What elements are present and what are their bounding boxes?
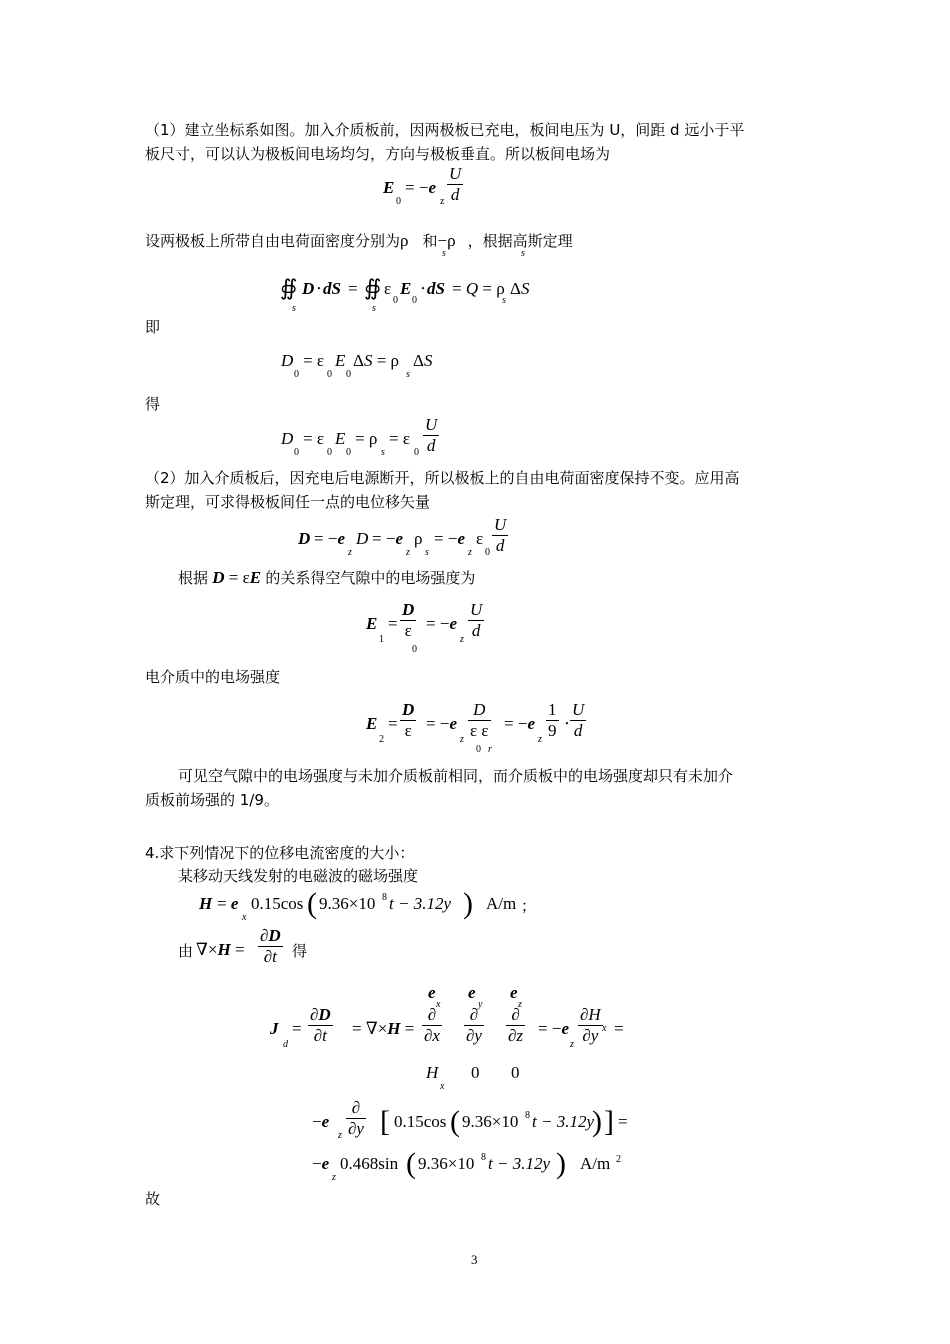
paragraph-line: 质板前场强的 1/9。 [145,791,279,809]
paragraph-line: 板尺寸，可以认为极板间电场均匀，方向与极板垂直。所以板间电场为 [145,145,611,163]
paragraph-line: 故 [145,1190,161,1208]
paragraph-line: （2）加入介质板后，因充电后电源断开，所以极板上的自由电荷面密度保持不变。应用高 [145,469,740,487]
paragraph-line: 得 [145,395,161,413]
paragraph-line: 由 [178,942,194,960]
paragraph-line: （1）建立坐标系如图。加入介质板前，因两极板已充电，板间电压为 U，间距 d 远小于平 [145,121,745,139]
paragraph-line: 某移动天线发射的电磁波的磁场强度 [178,867,419,885]
paragraph-line: 得 [292,942,308,960]
question-title: 4.求下列情况下的位移电流密度的大小： [145,844,415,862]
paragraph-line: 电介质中的电场强度 [145,668,281,686]
paragraph-line: 即 [145,318,161,336]
paragraph-line: 根据 D = εE 的关系得空气隙中的电场强度为 [178,568,476,587]
paragraph-line: 可见空气隙中的电场强度与未加介质板前相同，而介质板中的电场强度却只有未加介 [178,767,734,785]
paragraph-line: 斯定理，可求得极板间任一点的电位移矢量 [145,493,431,511]
paragraph-line: 设两极板上所带自由电荷面密度分别为ρ 和−ρ ，根据高斯定理 [145,231,573,250]
page-number: 3 [471,1252,478,1267]
